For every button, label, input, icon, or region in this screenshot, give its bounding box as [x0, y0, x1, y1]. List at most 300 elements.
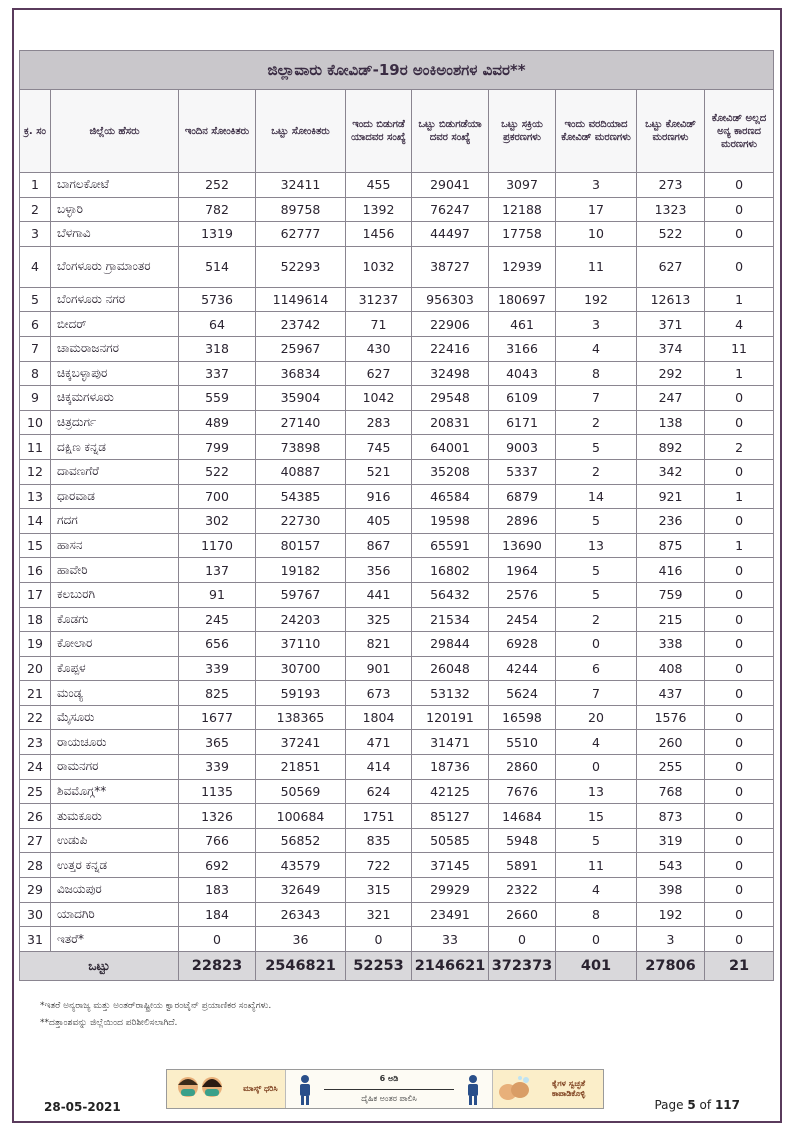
value-cell: 471 [346, 730, 412, 755]
value-cell: 0 [556, 927, 637, 952]
column-header: ಇಂದು ಬಿಡುಗಡೆ ಯಾದವರ ಸಂಖ್ಯೆ [346, 90, 412, 173]
value-cell: 374 [637, 336, 705, 361]
value-cell: 768 [637, 779, 705, 804]
value-cell: 16598 [489, 705, 556, 730]
value-cell: 356 [346, 558, 412, 583]
value-cell: 1032 [346, 246, 412, 287]
value-cell: 29041 [412, 173, 489, 198]
value-cell: 414 [346, 755, 412, 780]
serial-cell: 4 [20, 246, 51, 287]
value-cell: 38727 [412, 246, 489, 287]
value-cell: 100684 [256, 804, 346, 829]
value-cell: 30700 [256, 656, 346, 681]
value-cell: 1135 [179, 779, 256, 804]
value-cell: 5624 [489, 681, 556, 706]
value-cell: 365 [179, 730, 256, 755]
value-cell: 44497 [412, 222, 489, 247]
serial-cell: 23 [20, 730, 51, 755]
distance-caption: ದೈಹಿಕ ಅಂತರ ಪಾಲಿಸಿ [361, 1094, 417, 1103]
value-cell: 782 [179, 197, 256, 222]
serial-cell: 2 [20, 197, 51, 222]
table-row [20, 459, 774, 484]
district-name-cell: ಗದಗ [51, 509, 179, 534]
column-header: ಕ್ರ. ಸಂ [20, 90, 51, 173]
value-cell: 35904 [256, 386, 346, 411]
column-header: ಕೋವಿಡ್ ಅಲ್ಲದ ಅನ್ಯ ಕಾರಣದ ಮರಣಗಳು [705, 90, 774, 173]
table-row [20, 828, 774, 853]
value-cell: 184 [179, 902, 256, 927]
value-cell: 0 [705, 927, 774, 952]
value-cell: 29844 [412, 632, 489, 657]
value-cell: 0 [705, 878, 774, 903]
footnote-others: *ಇತರೆ ಅನ್ಯರಾಜ್ಯ ಮತ್ತು ಅಂತರ್‌ರಾಷ್ಟ್ರೀಯ ಕ್ವಾರಂಟೈನ್ ಪ್ರಯಾಣಿಕರ ಸಂಖ್ಯೆಗಳು. [40, 1001, 272, 1011]
serial-cell: 26 [20, 804, 51, 829]
value-cell: 916 [346, 484, 412, 509]
value-cell: 0 [705, 755, 774, 780]
value-cell: 1042 [346, 386, 412, 411]
serial-cell: 10 [20, 410, 51, 435]
value-cell: 37145 [412, 853, 489, 878]
value-cell: 3 [637, 927, 705, 952]
value-cell: 2 [556, 459, 637, 484]
value-cell: 22416 [412, 336, 489, 361]
serial-cell: 6 [20, 312, 51, 337]
value-cell: 0 [705, 246, 774, 287]
value-cell: 24203 [256, 607, 346, 632]
value-cell: 4 [556, 336, 637, 361]
value-cell: 0 [705, 681, 774, 706]
value-cell: 0 [705, 853, 774, 878]
value-cell: 14 [556, 484, 637, 509]
column-header: ಒಟ್ಟು ಸೋಂಕಿತರು [256, 90, 346, 173]
value-cell: 700 [179, 484, 256, 509]
value-cell: 0 [705, 459, 774, 484]
value-cell: 0 [705, 779, 774, 804]
value-cell: 759 [637, 582, 705, 607]
value-cell: 1804 [346, 705, 412, 730]
value-cell: 32411 [256, 173, 346, 198]
person-icon [298, 1075, 312, 1105]
value-cell: 0 [489, 927, 556, 952]
value-cell: 89758 [256, 197, 346, 222]
value-cell: 15 [556, 804, 637, 829]
serial-cell: 20 [20, 656, 51, 681]
value-cell: 0 [179, 927, 256, 952]
value-cell: 252 [179, 173, 256, 198]
district-name-cell: ಮಂಡ್ಯ [51, 681, 179, 706]
value-cell: 64 [179, 312, 256, 337]
value-cell: 521 [346, 459, 412, 484]
value-cell: 522 [179, 459, 256, 484]
serial-cell: 16 [20, 558, 51, 583]
district-name-cell: ಕೊಡಗು [51, 607, 179, 632]
value-cell: 22906 [412, 312, 489, 337]
value-cell: 302 [179, 509, 256, 534]
table-row [20, 656, 774, 681]
serial-cell: 12 [20, 459, 51, 484]
value-cell: 59767 [256, 582, 346, 607]
value-cell: 5 [556, 435, 637, 460]
value-cell: 319 [637, 828, 705, 853]
value-cell: 921 [637, 484, 705, 509]
value-cell: 62777 [256, 222, 346, 247]
value-cell: 0 [705, 656, 774, 681]
value-cell: 21851 [256, 755, 346, 780]
value-cell: 315 [346, 878, 412, 903]
value-cell: 0 [705, 410, 774, 435]
page-label: Page [654, 1098, 684, 1112]
serial-cell: 11 [20, 435, 51, 460]
value-cell: 17758 [489, 222, 556, 247]
mask-panel [167, 1070, 285, 1108]
value-cell: 2860 [489, 755, 556, 780]
value-cell: 5 [556, 828, 637, 853]
page-number [654, 1098, 740, 1112]
value-cell: 2660 [489, 902, 556, 927]
table-title: ಜಿಲ್ಲಾವಾರು ಕೋವಿಡ್-19ರ ಅಂಕಿಅಂಶಗಳ ವಿವರ** [20, 51, 774, 90]
value-cell: 1 [705, 533, 774, 558]
serial-cell: 1 [20, 173, 51, 198]
value-cell: 137 [179, 558, 256, 583]
value-cell: 18736 [412, 755, 489, 780]
value-cell: 29548 [412, 386, 489, 411]
value-cell: 624 [346, 779, 412, 804]
value-cell: 40887 [256, 459, 346, 484]
distance-arrow [324, 1089, 454, 1090]
serial-cell: 15 [20, 533, 51, 558]
value-cell: 273 [637, 173, 705, 198]
table-row [20, 730, 774, 755]
totals-row [20, 951, 774, 980]
total-cell: 2146621 [412, 951, 489, 980]
district-name-cell: ಉಡುಪಿ [51, 828, 179, 853]
table-row [20, 681, 774, 706]
district-name-cell: ರಾಯಚೂರು [51, 730, 179, 755]
total-cell: 21 [705, 951, 774, 980]
value-cell: 56432 [412, 582, 489, 607]
district-name-cell: ಹಾವೇರಿ [51, 558, 179, 583]
table-row [20, 705, 774, 730]
value-cell: 0 [705, 386, 774, 411]
value-cell: 13 [556, 533, 637, 558]
value-cell: 437 [637, 681, 705, 706]
value-cell: 1392 [346, 197, 412, 222]
value-cell: 2 [556, 410, 637, 435]
value-cell: 1576 [637, 705, 705, 730]
value-cell: 1 [705, 484, 774, 509]
value-cell: 64001 [412, 435, 489, 460]
value-cell: 56852 [256, 828, 346, 853]
table-row [20, 173, 774, 198]
district-name-cell: ಮೈಸೂರು [51, 705, 179, 730]
value-cell: 31471 [412, 730, 489, 755]
value-cell: 1323 [637, 197, 705, 222]
value-cell: 5 [556, 509, 637, 534]
value-cell: 673 [346, 681, 412, 706]
district-name-cell: ಬೀದರ್ [51, 312, 179, 337]
serial-cell: 21 [20, 681, 51, 706]
value-cell: 627 [346, 361, 412, 386]
value-cell: 2 [556, 607, 637, 632]
table-row [20, 509, 774, 534]
value-cell: 32498 [412, 361, 489, 386]
value-cell: 342 [637, 459, 705, 484]
value-cell: 892 [637, 435, 705, 460]
value-cell: 23742 [256, 312, 346, 337]
header-row [20, 90, 774, 173]
value-cell: 0 [705, 804, 774, 829]
table-row [20, 533, 774, 558]
serial-cell: 24 [20, 755, 51, 780]
value-cell: 29929 [412, 878, 489, 903]
value-cell: 901 [346, 656, 412, 681]
value-cell: 192 [556, 287, 637, 312]
value-cell: 4 [705, 312, 774, 337]
table-row [20, 804, 774, 829]
value-cell: 867 [346, 533, 412, 558]
value-cell: 11 [556, 246, 637, 287]
value-cell: 26343 [256, 902, 346, 927]
district-name-cell: ವಿಜಯಪುರ [51, 878, 179, 903]
handwash-panel [493, 1070, 603, 1108]
table-row [20, 607, 774, 632]
value-cell: 4 [556, 878, 637, 903]
value-cell: 2896 [489, 509, 556, 534]
value-cell: 835 [346, 828, 412, 853]
value-cell: 192 [637, 902, 705, 927]
value-cell: 5736 [179, 287, 256, 312]
value-cell: 50585 [412, 828, 489, 853]
serial-cell: 14 [20, 509, 51, 534]
value-cell: 183 [179, 878, 256, 903]
value-cell: 2 [705, 435, 774, 460]
value-cell: 3 [556, 312, 637, 337]
table-row [20, 287, 774, 312]
value-cell: 559 [179, 386, 256, 411]
report-date: 28-05-2021 [44, 1100, 121, 1114]
value-cell: 23491 [412, 902, 489, 927]
value-cell: 65591 [412, 533, 489, 558]
value-cell: 799 [179, 435, 256, 460]
table-row [20, 902, 774, 927]
value-cell: 338 [637, 632, 705, 657]
value-cell: 416 [637, 558, 705, 583]
table-row [20, 386, 774, 411]
value-cell: 46584 [412, 484, 489, 509]
value-cell: 21534 [412, 607, 489, 632]
value-cell: 1170 [179, 533, 256, 558]
total-cell: 52253 [346, 951, 412, 980]
column-header: ಒಟ್ಟು ಬಿಡುಗಡೆಯಾ ದವರ ಸಂಖ್ಯೆ [412, 90, 489, 173]
serial-cell: 31 [20, 927, 51, 952]
total-cell: 372373 [489, 951, 556, 980]
district-name-cell: ಚಿತ್ರದುರ್ಗ [51, 410, 179, 435]
value-cell: 0 [705, 705, 774, 730]
serial-cell: 22 [20, 705, 51, 730]
page-total: 117 [714, 1098, 740, 1112]
district-name-cell: ಬೆಳಗಾವಿ [51, 222, 179, 247]
value-cell: 27140 [256, 410, 346, 435]
value-cell: 80157 [256, 533, 346, 558]
value-cell: 12939 [489, 246, 556, 287]
value-cell: 7 [556, 681, 637, 706]
table-row [20, 435, 774, 460]
value-cell: 73898 [256, 435, 346, 460]
table-row [20, 336, 774, 361]
value-cell: 430 [346, 336, 412, 361]
value-cell: 0 [705, 558, 774, 583]
value-cell: 180697 [489, 287, 556, 312]
value-cell: 1 [705, 287, 774, 312]
value-cell: 1751 [346, 804, 412, 829]
safety-banner [166, 1069, 604, 1109]
value-cell: 1319 [179, 222, 256, 247]
value-cell: 627 [637, 246, 705, 287]
value-cell: 42125 [412, 779, 489, 804]
value-cell: 3166 [489, 336, 556, 361]
value-cell: 85127 [412, 804, 489, 829]
totals-label: ಒಟ್ಟು [20, 951, 179, 980]
district-name-cell: ಉತ್ತರ ಕನ್ನಡ [51, 853, 179, 878]
district-name-cell: ಕಲಬುರಗಿ [51, 582, 179, 607]
value-cell: 3097 [489, 173, 556, 198]
value-cell: 873 [637, 804, 705, 829]
value-cell: 6879 [489, 484, 556, 509]
value-cell: 461 [489, 312, 556, 337]
table-row [20, 410, 774, 435]
mask-label: ಮಾಸ್ಕ್ ಧರಿಸಿ [243, 1084, 278, 1093]
table-row [20, 853, 774, 878]
district-name-cell: ಇತರೆ* [51, 927, 179, 952]
value-cell: 5337 [489, 459, 556, 484]
value-cell: 6171 [489, 410, 556, 435]
value-cell: 825 [179, 681, 256, 706]
district-name-cell: ಚಿಕ್ಕಬಳ್ಳಾಪುರ [51, 361, 179, 386]
value-cell: 0 [705, 197, 774, 222]
value-cell: 766 [179, 828, 256, 853]
person-icon [466, 1075, 480, 1105]
value-cell: 371 [637, 312, 705, 337]
value-cell: 245 [179, 607, 256, 632]
serial-cell: 29 [20, 878, 51, 903]
value-cell: 292 [637, 361, 705, 386]
value-cell: 455 [346, 173, 412, 198]
value-cell: 14684 [489, 804, 556, 829]
value-cell: 76247 [412, 197, 489, 222]
distance-value: 6 ಅಡಿ [379, 1074, 399, 1083]
value-cell: 0 [705, 828, 774, 853]
column-header: ಜಿಲ್ಲೆಯ ಹೆಸರು [51, 90, 179, 173]
column-header: ಒಟ್ಟು ಕೋವಿಡ್ ಮರಣಗಳು [637, 90, 705, 173]
value-cell: 522 [637, 222, 705, 247]
column-header: ಇಂದು ವರದಿಯಾದ ಕೋವಿಡ್ ಮರಣಗಳು [556, 90, 637, 173]
value-cell: 16802 [412, 558, 489, 583]
value-cell: 9003 [489, 435, 556, 460]
value-cell: 3 [556, 173, 637, 198]
district-name-cell: ದಕ್ಷಿಣ ಕನ್ನಡ [51, 435, 179, 460]
district-name-cell: ಬಾಗಲಕೋಟೆ [51, 173, 179, 198]
value-cell: 0 [705, 902, 774, 927]
value-cell: 71 [346, 312, 412, 337]
value-cell: 0 [705, 632, 774, 657]
value-cell: 821 [346, 632, 412, 657]
value-cell: 5 [556, 582, 637, 607]
value-cell: 875 [637, 533, 705, 558]
value-cell: 283 [346, 410, 412, 435]
value-cell: 337 [179, 361, 256, 386]
value-cell: 6 [556, 656, 637, 681]
value-cell: 1326 [179, 804, 256, 829]
value-cell: 11 [705, 336, 774, 361]
value-cell: 514 [179, 246, 256, 287]
value-cell: 7 [556, 386, 637, 411]
serial-cell: 9 [20, 386, 51, 411]
value-cell: 339 [179, 656, 256, 681]
value-cell: 0 [705, 222, 774, 247]
value-cell: 138 [637, 410, 705, 435]
value-cell: 59193 [256, 681, 346, 706]
value-cell: 20831 [412, 410, 489, 435]
table-row [20, 779, 774, 804]
table-row [20, 246, 774, 287]
value-cell: 6109 [489, 386, 556, 411]
value-cell: 13 [556, 779, 637, 804]
value-cell: 43579 [256, 853, 346, 878]
value-cell: 25967 [256, 336, 346, 361]
value-cell: 5948 [489, 828, 556, 853]
value-cell: 20 [556, 705, 637, 730]
value-cell: 0 [705, 607, 774, 632]
value-cell: 0 [705, 509, 774, 534]
column-header: ಒಟ್ಟು ಸಕ್ರಿಯ ಪ್ರಕರಣಗಳು [489, 90, 556, 173]
value-cell: 120191 [412, 705, 489, 730]
value-cell: 1677 [179, 705, 256, 730]
value-cell: 17 [556, 197, 637, 222]
value-cell: 11 [556, 853, 637, 878]
value-cell: 215 [637, 607, 705, 632]
serial-cell: 25 [20, 779, 51, 804]
table-row [20, 484, 774, 509]
value-cell: 35208 [412, 459, 489, 484]
serial-cell: 18 [20, 607, 51, 632]
total-cell: 401 [556, 951, 637, 980]
value-cell: 33 [412, 927, 489, 952]
district-name-cell: ತುಮಕೂರು [51, 804, 179, 829]
table-row [20, 878, 774, 903]
serial-cell: 19 [20, 632, 51, 657]
distance-panel [285, 1070, 493, 1108]
district-name-cell: ಬಳ್ಳಾರಿ [51, 197, 179, 222]
value-cell: 5 [556, 558, 637, 583]
value-cell: 318 [179, 336, 256, 361]
district-covid-table [19, 50, 774, 981]
value-cell: 50569 [256, 779, 346, 804]
serial-cell: 30 [20, 902, 51, 927]
value-cell: 0 [556, 755, 637, 780]
value-cell: 236 [637, 509, 705, 534]
table-row [20, 927, 774, 952]
value-cell: 13690 [489, 533, 556, 558]
value-cell: 22730 [256, 509, 346, 534]
table-row [20, 222, 774, 247]
district-name-cell: ಹಾಸನ [51, 533, 179, 558]
handwash-label: ಕೈಗಳ ಸ್ವಚ್ಛತೆ ಕಾಪಾಡಿಕೊಳ್ಳಿ [551, 1079, 586, 1098]
value-cell: 1456 [346, 222, 412, 247]
page-of: of [699, 1098, 712, 1112]
total-cell: 22823 [179, 951, 256, 980]
value-cell: 36 [256, 927, 346, 952]
table-row [20, 755, 774, 780]
